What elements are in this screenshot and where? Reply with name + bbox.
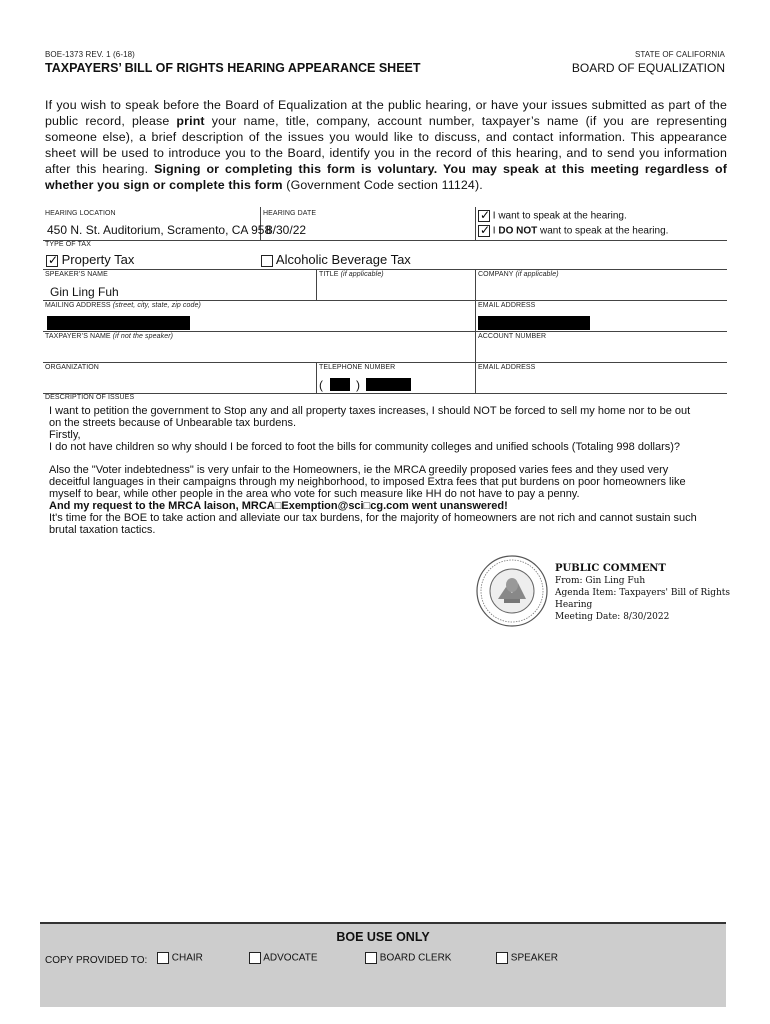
description-label: DESCRIPTION OF ISSUES	[45, 394, 135, 401]
issues-line: It's time for the BOE to take action and alleviate our tax burdens, for the majority of homeowners are not rich and cannot sustain such	[49, 512, 697, 524]
advocate-option[interactable]	[249, 952, 318, 964]
stamp-agenda: Agenda Item: Taxpayers' Bill of Rights	[555, 588, 731, 598]
property-tax-checkbox[interactable]	[46, 255, 58, 267]
state-label: STATE OF CALIFORNIA	[634, 50, 725, 59]
board-seal-icon	[476, 555, 548, 627]
speaker-option[interactable]	[496, 952, 558, 964]
telephone-redaction	[366, 378, 411, 391]
email-redaction	[478, 316, 590, 330]
telephone-label: TELEPHONE NUMBER	[319, 364, 396, 371]
issues-line: And my request to the MRCA laison, MRCA□Exemption@sci□cg.com went unanswered!	[49, 500, 508, 512]
stamp-title: PUBLIC COMMENT	[555, 563, 666, 574]
speak-yes-option[interactable]	[478, 210, 627, 222]
boe-use-only-title: BOE USE ONLY	[336, 930, 430, 944]
chair-checkbox[interactable]	[157, 952, 169, 964]
email-label: EMAIL ADDRESS	[478, 302, 536, 309]
issues-line: on the streets because of Unbearable tax burdens.	[49, 417, 297, 429]
telephone-close-paren: )	[356, 378, 360, 392]
speaker-name-label: SPEAKER’S NAME	[45, 271, 108, 278]
issues-line: I do not have children so why should I be forced to foot the bills for community colleges and unified schools (Totaling 998 dollars)?	[49, 441, 681, 453]
hearing-location-label: HEARING LOCATION	[45, 210, 116, 217]
intro-paragraph: If you wish to speak before the Board of Equalization at the public hearing, or have your issues submitted as part of the public record, please print your name, title, company, account number, taxpayer’s name (if you are representing someone else), a brief description of the issues you would like to discuss, and contact information. This appearance sheet will be used to introduce you to the Board, identify you in the record of this hearing, and to send you information after this hearing. Signing or completing this form is voluntary. You may speak at this meeting regardless of whether you sign or complete this form (Government Code section 11124).	[45, 98, 727, 192]
mailing-address-label: MAILING ADDRESS (street, city, state, zip code)	[45, 302, 201, 309]
issues-line: I want to petition the government to Stop any and all property taxes increases, I should NOT be forced to sell my home nor to be out	[49, 405, 691, 417]
alcoholic-tax-option[interactable]	[261, 252, 411, 267]
chair-option[interactable]	[157, 952, 203, 964]
account-number-label: ACCOUNT NUMBER	[478, 333, 547, 340]
property-tax-label: Property Tax	[61, 252, 135, 267]
title-label: TITLE (if applicable)	[319, 271, 384, 278]
hearing-date-label: HEARING DATE	[263, 210, 317, 217]
issues-line: deceitful languages in their campaigns through my neighborhood, to imposed Extra fees that put burdens on poor homeowners like	[49, 476, 686, 488]
alcoholic-tax-label: Alcoholic Beverage Tax	[275, 252, 411, 267]
speak-yes-label: I want to speak at the hearing.	[492, 210, 627, 222]
stamp-agenda-cont: Hearing	[555, 600, 593, 610]
board-clerk-label: BOARD CLERK	[379, 952, 452, 964]
company-label: COMPANY (if applicable)	[478, 271, 559, 278]
issues-line: myself to bear, while other people in the area who vote for such measure like HH do not have to pay a penny.	[49, 488, 580, 500]
stamp-from: From: Gin Ling Fuh	[555, 576, 646, 586]
taxpayer-name-label: TAXPAYER’S NAME (if not the speaker)	[45, 333, 174, 340]
issues-line: Also the "Voter indebtedness" is very unfair to the Homeowners, ie the MRCA greedily proposed varies fees and they used very	[49, 464, 669, 476]
boe-use-only-panel	[40, 922, 726, 1007]
area-code-redaction	[330, 378, 350, 391]
public-comment-stamp	[555, 563, 730, 623]
hearing-location-field[interactable]: 450 N. St. Auditorium, Scramento, CA 958	[47, 223, 272, 237]
issues-line: brutal taxation tactics.	[49, 524, 156, 536]
speaker-label: SPEAKER	[510, 952, 559, 964]
speak-yes-checkbox[interactable]	[478, 210, 490, 222]
board-label: BOARD OF EQUALIZATION	[571, 61, 725, 75]
advocate-label: ADVOCATE	[263, 952, 318, 964]
telephone-open-paren: (	[319, 378, 323, 392]
board-clerk-checkbox[interactable]	[365, 952, 377, 964]
speaker-checkbox[interactable]	[496, 952, 508, 964]
speak-no-checkbox[interactable]	[478, 225, 490, 237]
board-clerk-option[interactable]	[365, 952, 451, 964]
form-title: TAXPAYERS’ BILL OF RIGHTS HEARING APPEARANCE SHEET	[45, 61, 421, 75]
speak-no-label: I DO NOT want to speak at the hearing.	[492, 225, 669, 237]
chair-label: CHAIR	[171, 952, 203, 964]
stamp-date: Meeting Date: 8/30/2022	[555, 612, 670, 622]
advocate-checkbox[interactable]	[249, 952, 261, 964]
speak-no-option[interactable]	[478, 225, 668, 237]
email2-label: EMAIL ADDRESS	[478, 364, 536, 371]
alcoholic-tax-checkbox[interactable]	[261, 255, 273, 267]
type-of-tax-label: TYPE OF TAX	[45, 241, 91, 248]
speaker-name-field[interactable]: Gin Ling Fuh	[50, 285, 119, 299]
organization-label: ORGANIZATION	[45, 364, 99, 371]
issues-line: Firstly,	[49, 429, 81, 441]
hearing-date-field[interactable]: 8/30/22	[266, 223, 307, 237]
form-id: BOE-1373 REV. 1 (6-18)	[45, 50, 135, 59]
copy-provided-label: COPY PROVIDED TO:	[45, 955, 148, 966]
mailing-address-redaction	[47, 316, 190, 330]
property-tax-option[interactable]	[46, 252, 134, 267]
